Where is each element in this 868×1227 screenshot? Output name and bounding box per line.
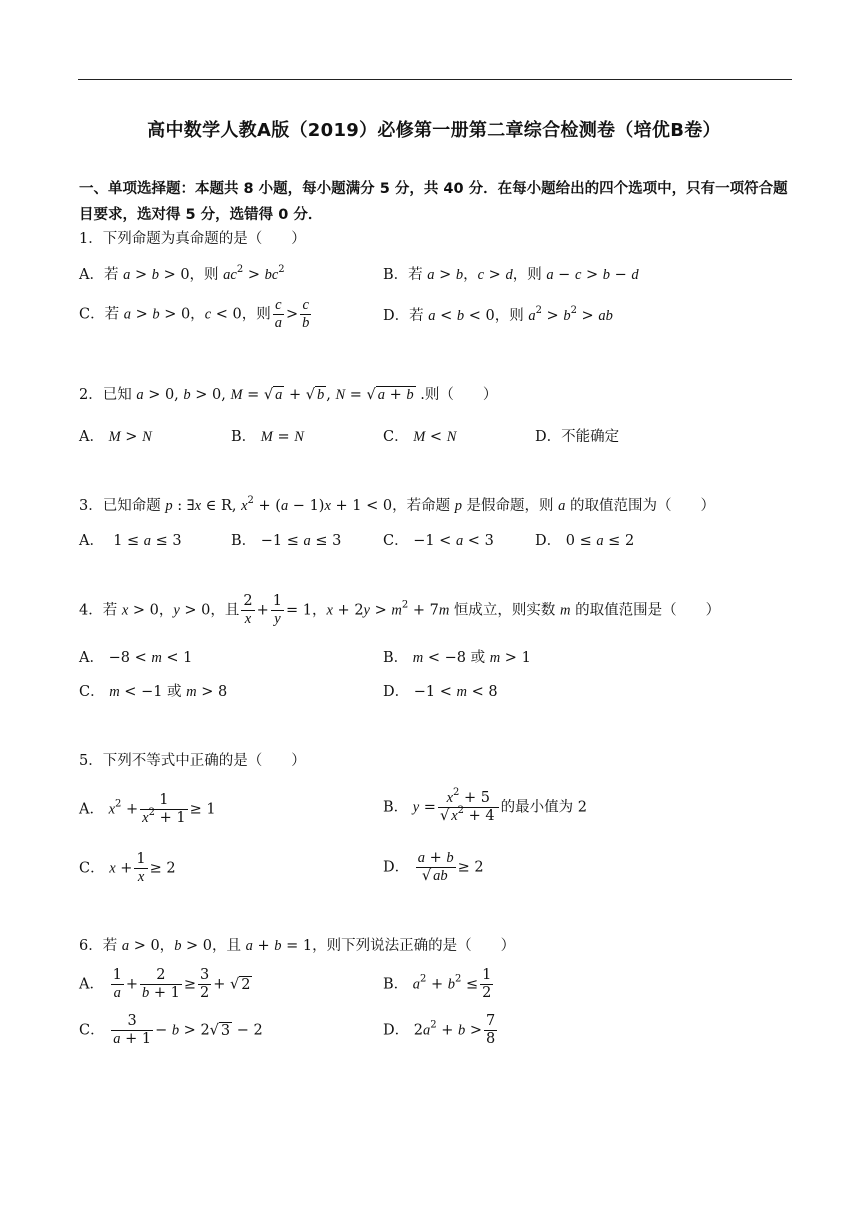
question-5-stem: 5．下列不等式中正确的是（ ） [79,753,306,769]
question-6-option-c: C． $\frac{3}{a + 1}$ − b > 2√ 3 − 2 [79,1013,263,1047]
question-5-option-d: D． $\frac{a + b}{√ ab}$ ≥ 2 [383,850,484,884]
question-2-option-a: A． M > N [79,429,152,445]
question-4-option-d: D． −1 < m < 8 [383,684,498,700]
question-1-option-a: A．若 a > b > 0，则 $ac^2 > bc^2$ [79,264,285,283]
question-3-option-c: C． −1 < a < 3 [383,533,494,549]
question-3-option-a: A． 1 ≤ a ≤ 3 [79,533,182,549]
question-3-option-b: B． −1 ≤ a ≤ 3 [231,533,342,549]
question-1-stem: 1．下列命题为真命题的是（ ） [79,231,306,247]
question-5-option-c: C． x + $\frac{1}{x}$ ≥ 2 [79,851,176,885]
question-1-option-d: D．若 a < b < 0，则 $a^2 > b^2$ > ab [383,305,613,324]
question-1-option-c: C．若 a > b > 0，c < 0，则 $\frac{c}{a}$ > $\frac{c}{b}$ [79,297,310,331]
question-2-stem: 2．已知 a > 0, b > 0, M = √ a + √ b , N = √ a + b .则（ ） [79,387,498,403]
question-5-option-a: A． $x^2$ + $\frac{1}{x^2 + 1}$ ≥ 1 [79,792,216,826]
document-title: 高中数学人教A版（2019）必修第一册第二章综合检测卷（培优B卷） [147,120,721,141]
question-6-option-d: D． $2a^2 + b$ > $\frac{7}{8}$ [383,1013,496,1047]
question-6-option-b: B． $a^2 + b^2$ ≤ $\frac{1}{2}$ [383,967,492,1001]
question-6-option-a: A． $\frac{1}{a}$ + $\frac{2}{b + 1}$ ≥ $\frac{3}{2}$ + √ 2 [79,967,251,1001]
question-5-option-b: B． y = $\frac{x^2 + 5}{√ x^2 + 4}$ 的最小值为 2 [383,787,587,824]
question-4-option-a: A． −8 < m < 1 [79,650,193,666]
question-3-option-d: D． 0 ≤ a ≤ 2 [535,533,635,549]
question-6-stem: 6．若 a > 0，b > 0，且 a + b = 1，则下列说法正确的是（ ） [79,938,516,954]
question-2-option-c: C． M < N [383,429,457,445]
section-heading: 一、单项选择题：本题共 8 小题，每小题满分 5 分，共 40 分．在每小题给出的四个选项中，只有一项符合题目要求，选对得 5 分，选错得 0 分． [79,181,788,223]
question-4-option-c: C． m < −1 或 m > 8 [79,684,228,700]
question-3-stem: 3．已知命题 p : ∃x ∈ R, $x^2 + (a - 1)x + 1 < 0$，若命题 p 是假命题，则 a 的取值范围为（ ） [79,495,716,514]
question-2-option-d: D．不能确定 [535,429,620,445]
question-4-stem: 4．若 x > 0，y > 0，且 $\frac{2}{x}$ + $\frac{1}{y}$ = 1，$x + 2y > m^2 + 7m$ 恒成立，则实数 m 的取值范围是（ ） [79,593,721,627]
question-1-option-b: B．若 a > b，c > d，则 a − c > b − d [383,267,639,283]
header-rule [78,79,792,80]
question-4-option-b: B． m < −8 或 m > 1 [383,650,531,666]
question-2-option-b: B． M = N [231,429,304,445]
